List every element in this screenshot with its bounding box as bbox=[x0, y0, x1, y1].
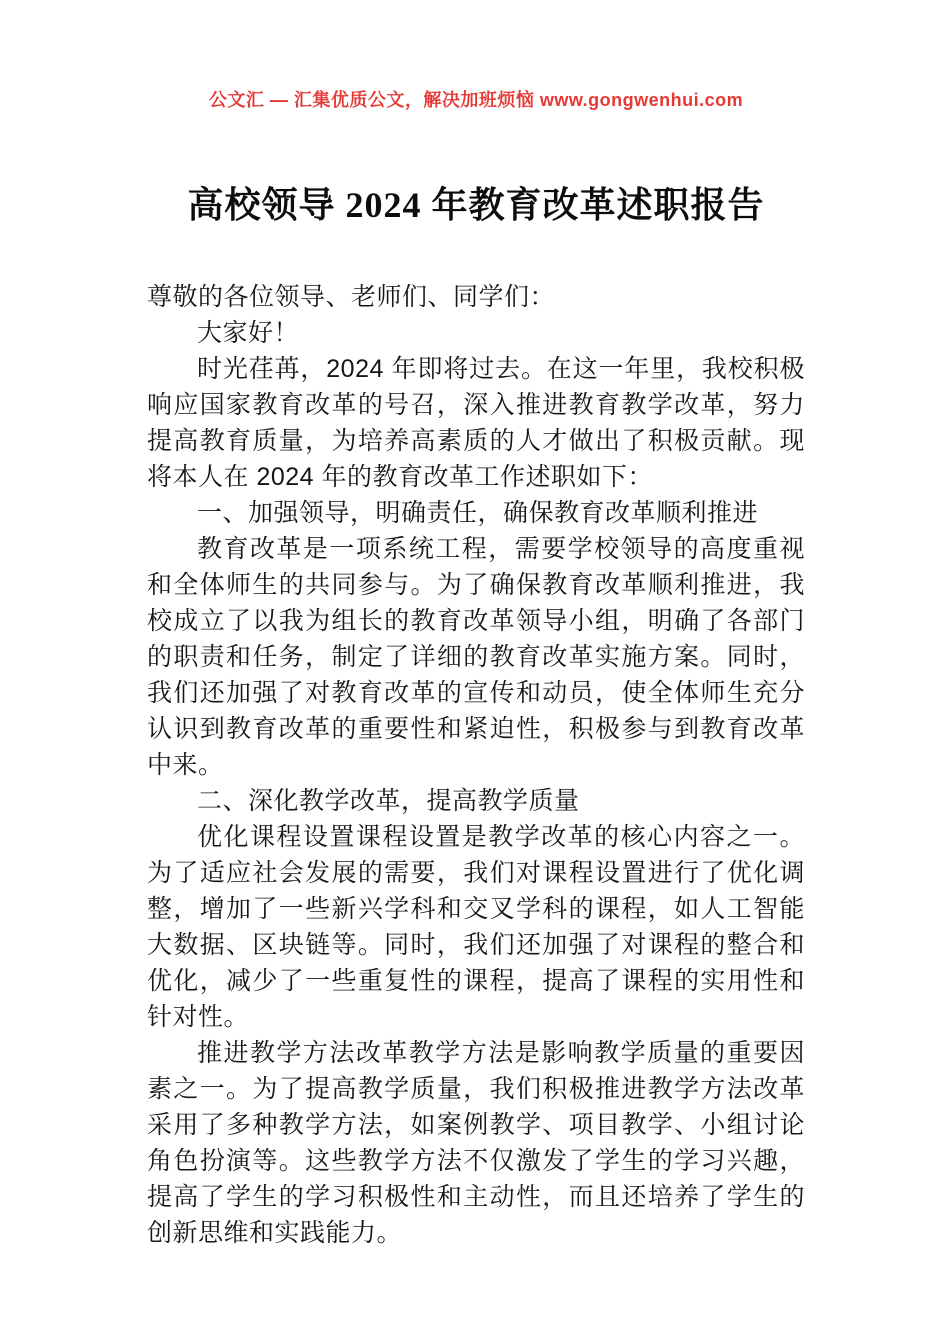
greeting-line: 大家好！ bbox=[197, 319, 300, 348]
section-1-heading: 一、加强领导，明确责任，确保教育改革顺利推进 bbox=[197, 499, 759, 528]
document-body bbox=[147, 279, 805, 1251]
section-2-paragraph-2: 推进教学方法改革教学方法是影响教学质量的重要因素之一。为了提高教学质量，我们积极推进教学方法改革采用了多种教学方法，如案例教学、项目教学、小组讨论角色扮演等。这些教学方法不仅激发了学生的学习兴趣，提高了学生的学习积极性和主动性，而且还培养了学生的创新思维和实践能力。 bbox=[147, 1039, 805, 1248]
document-title: 高校领导 2024 年教育改革述职报告 bbox=[187, 185, 765, 225]
salutation-line: 尊敬的各位领导、老师们、同学们： bbox=[147, 283, 556, 312]
section-2-heading: 二、深化教学改革，提高教学质量 bbox=[197, 787, 580, 816]
watermark-text: 公文汇 — 汇集优质公文，解决加班烦恼 www.gongwenhui.com bbox=[208, 90, 744, 110]
intro-paragraph: 时光荏苒，2024 年即将过去。在这一年里，我校积极响应国家教育改革的号召，深入推进教育教学改革，努力提高教育质量，为培养高素质的人才做出了积极贡献。现将本人在 2024 年的教育改革工作述职如下： bbox=[147, 355, 805, 492]
section-1-paragraph: 教育改革是一项系统工程，需要学校领导的高度重视和全体师生的共同参与。为了确保教育改革顺利推进，我校成立了以我为组长的教育改革领导小组，明确了各部门的职责和任务，制定了详细的教育改革实施方案。同时，我们还加强了对教育改革的宣传和动员，使全体师生充分认识到教育改革的重要性和紧迫性，积极参与到教育改革中来。 bbox=[147, 535, 805, 780]
site-watermark-header bbox=[147, 86, 805, 112]
section-2-paragraph-1: 优化课程设置课程设置是教学改革的核心内容之一。为了适应社会发展的需要，我们对课程设置进行了优化调整，增加了一些新兴学科和交叉学科的课程，如人工智能大数据、区块链等。同时，我们还加强了对课程的整合和优化，减少了一些重复性的课程，提高了课程的实用性和针对性。 bbox=[147, 823, 805, 1032]
